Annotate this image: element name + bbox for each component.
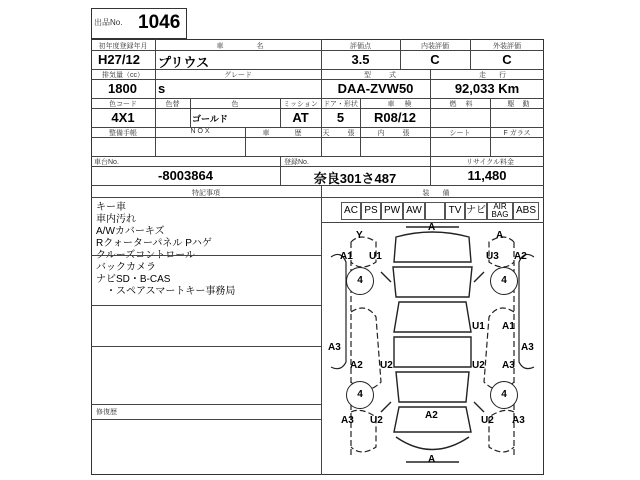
model-label-b: 名 [256, 43, 264, 50]
ceiling-label-a: 天 [322, 130, 330, 137]
model-code-label-a: 型 [364, 72, 371, 79]
mark-u2-rear-right: U2 [481, 415, 494, 426]
inspection-label-b: 検 [404, 101, 412, 108]
service-book-label: 整備手帳 [109, 130, 137, 137]
equip-ac: AC [341, 202, 361, 220]
mark-u2-right: U2 [472, 360, 485, 371]
mark-a-top: A [428, 222, 436, 233]
color-code: 4X1 [111, 110, 135, 125]
equip-aw: AW [403, 202, 425, 220]
interior-trim-label-b: 張 [402, 130, 410, 137]
drive-label-a: 駆 [507, 101, 515, 108]
note-line: A/Wカバーキズ [96, 226, 165, 237]
mark-a3-right-lower: A3 [502, 360, 515, 371]
mark-u1-front-left: U1 [369, 251, 382, 262]
notes-label: 特記事項 [192, 190, 220, 197]
note-line: ナビSD・B-CAS [96, 274, 171, 285]
mark-a3-left: A3 [328, 342, 341, 353]
mark-a3-rear-left: A3 [341, 415, 354, 426]
model-code: DAA-ZVW50 [337, 81, 414, 96]
drive-label-b: 動 [522, 101, 530, 108]
car-diagram [321, 222, 544, 475]
model-code-label-b: 式 [389, 72, 396, 79]
mark-u3-front-right: U3 [486, 251, 499, 262]
evaluation-score: 3.5 [351, 52, 370, 67]
mileage-label-b: 行 [499, 72, 506, 79]
interior-trim-label-a: 内 [377, 130, 385, 137]
transmission: AT [292, 110, 309, 125]
tire-front-left: 4 [346, 267, 374, 295]
ceiling-label-b: 張 [347, 130, 355, 137]
registration-number: 奈良301さ487 [313, 171, 397, 186]
nox-label: N O X [190, 128, 210, 135]
equipment-list [341, 202, 539, 220]
doors: 5 [336, 110, 345, 125]
seat-label: シート [449, 130, 471, 137]
tire-rear-right: 4 [490, 381, 518, 409]
color-change-label: 色替 [165, 101, 180, 108]
equipment-label-a: 装 [422, 190, 430, 197]
mark-u2-left: U2 [380, 360, 393, 371]
year-label: 初年度登録年月 [98, 43, 148, 50]
note-line: Rクォーターパネル Pハゲ [96, 238, 212, 249]
mark-a2-left: A2 [350, 360, 363, 371]
equip-ps: PS [361, 202, 381, 220]
mark-u1-right: U1 [472, 321, 485, 332]
lot-label: 出品No. [94, 18, 123, 27]
history-label-a: 車 [262, 130, 270, 137]
mark-a2-front-right: A2 [514, 251, 527, 262]
color-code-label: 色コード [109, 101, 137, 108]
equip-blank [425, 202, 445, 220]
first-registration: H27/12 [98, 52, 140, 67]
mark-a1-front-left: A1 [340, 251, 353, 262]
equip-pw: PW [381, 202, 403, 220]
fuel-label-a: 燃 [449, 101, 457, 108]
mark-u2-rear-left: U2 [370, 415, 383, 426]
car-model: プリウス [158, 55, 210, 70]
mark-a1-right: A1 [502, 321, 515, 332]
color: ゴールド [192, 114, 228, 124]
registration-label: 登録No. [284, 159, 309, 166]
chassis-number: -8003864 [158, 168, 213, 183]
transmission-label: ミッション [283, 101, 318, 108]
mark-a3-rear-right: A3 [512, 415, 525, 426]
special-notes [96, 202, 316, 298]
mark-a3-right: A3 [521, 342, 534, 353]
grade-label: グレード [224, 72, 252, 79]
recycle-label: リサイクル料金 [465, 159, 515, 166]
front-glass-label: F ガラス [503, 130, 531, 137]
equip-tv: TV [445, 202, 465, 220]
exterior-label: 外装評価 [493, 43, 521, 50]
fuel-label-b: 料 [465, 101, 473, 108]
exterior-grade: C [502, 52, 512, 67]
color-label: 色 [231, 101, 239, 108]
repair-history-label: 修復歴 [96, 409, 117, 416]
history-label-b: 歴 [294, 130, 302, 137]
mileage: 92,033 Km [454, 81, 520, 96]
mark-y: Y [356, 230, 363, 241]
note-line: バックカメラ [96, 262, 156, 273]
equip-abs: ABS [513, 202, 539, 220]
chassis-label: 車台No. [94, 159, 119, 166]
note-line: ・スペアスマートキー事務局 [96, 286, 236, 297]
recycle-fee: 11,480 [467, 168, 507, 183]
equip-airbag: AIR BAG [487, 202, 513, 220]
note-line: 車内汚れ [96, 214, 136, 225]
mileage-label-a: 走 [479, 72, 486, 79]
grade: s [158, 81, 166, 96]
tire-front-right: 4 [490, 267, 518, 295]
equip-navi: ナビ [465, 202, 487, 220]
displacement: 1800 [108, 81, 137, 96]
tire-rear-left: 4 [346, 381, 374, 409]
equipment-label-b: 備 [442, 190, 450, 197]
mark-a-top-right: A [496, 230, 504, 241]
mark-a-bottom: A [428, 454, 436, 465]
interior-grade: C [430, 52, 440, 67]
inspection: R08/12 [374, 110, 416, 125]
model-label-a: 車 [216, 43, 224, 50]
door-label: ドア・形状 [323, 101, 358, 108]
lot-number: 1046 [138, 12, 181, 33]
inspection-label-a: 車 [387, 101, 395, 108]
score-label: 評価点 [350, 43, 371, 50]
displacement-label: 排気量（cc） [102, 72, 144, 79]
note-line: キー車 [96, 202, 126, 213]
note-line [96, 250, 316, 262]
mark-a2-rear: A2 [425, 410, 438, 421]
interior-label: 内装評価 [421, 43, 449, 50]
